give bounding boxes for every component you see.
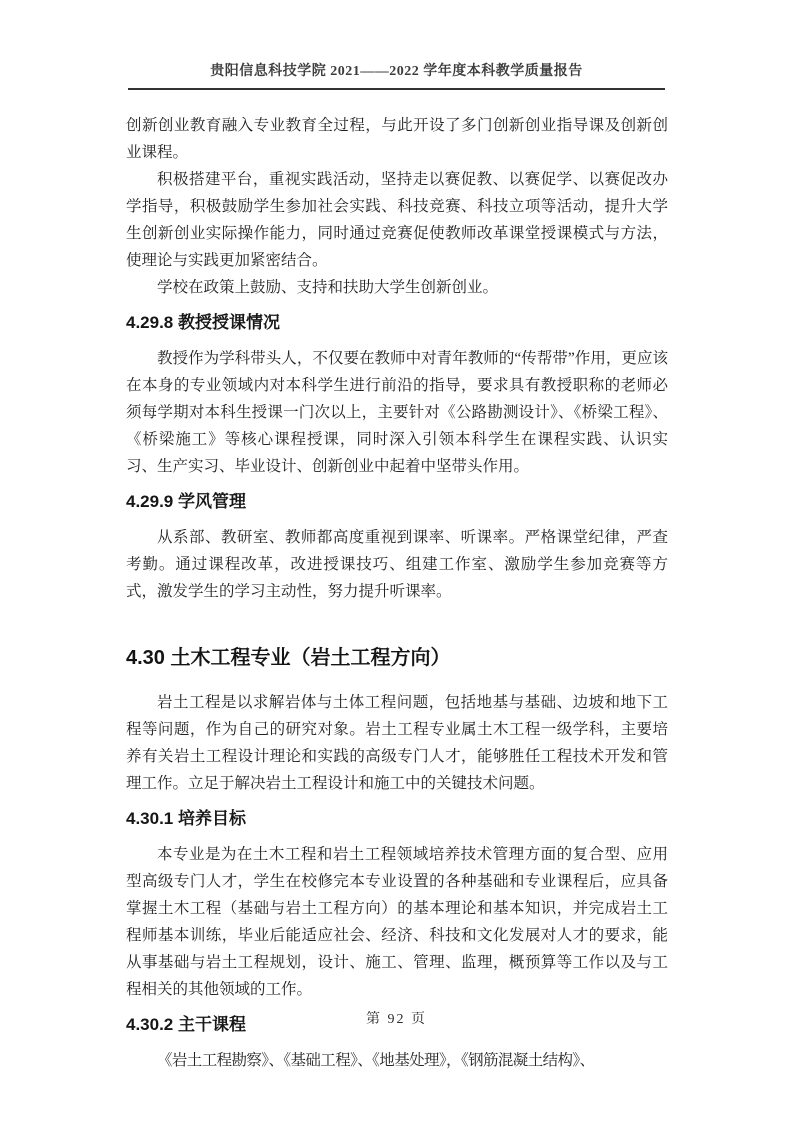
section-heading-4-30: 4.30 土木工程专业（岩土工程方向） [126,647,451,669]
paragraph-course-list: 《岩土工程勘察》、《基础工程》、《地基处理》，《钢筋混凝土结构》、 [157,1052,595,1069]
section-heading-4-30-2: 4.30.2 主干课程 [126,1015,246,1034]
page-number: 第 92 页 [366,1012,427,1027]
running-header-title: 贵阳信息科技学院 2021——2022 学年度本科教学质量报告 [210,64,583,79]
paragraph-continued: 创新创业教育融入专业教育全过程，与此开设了多门创新创业指导课及创新创业课程。 [126,117,668,161]
section-heading-4-30-1: 4.30.1 培养目标 [126,809,246,828]
paragraph: 教授作为学科带头人，不仅要在教师中对青年教师的“传帮带”作用，更应该在本身的专业领域内对本科学生进行前沿的指导，要求具有教授职称的老师必须每学期对本科生授课一门次以上，主要针对《公路勘测设计》、《桥梁工程》、《桥梁施工》等核心课程授课，同时深入引领本科学生在课程实践、认识实习、生产实习、毕业设计、创新创业中起着中坚带头作用。 [126,350,668,475]
paragraph: 积极搭建平台，重视实践活动，坚持走以赛促教、以赛促学、以赛促改办学指导，积极鼓励学生参加社会实践、科技竞赛、科技立项等活动，提升大学生创新创业实际操作能力，同时通过竞赛促使教师改革课堂授课模式与方法，使理论与实践更加紧密结合。 [126,171,668,269]
page-footer [0,1008,793,1028]
section-heading-4-29-9: 4.29.9 学风管理 [126,492,246,511]
document-body [126,112,668,1074]
paragraph: 本专业是为在土木工程和岩土工程领域培养技术管理方面的复合型、应用型高级专门人才，学生在校修完本专业设置的各种基础和专业课程后，应具备掌握土木工程（基础与岩土工程方向）的基本理论和基本知识，并完成岩土工程师基本训练，毕业后能适应社会、经济、科技和文化发展对人才的要求，能从事基础与岩土工程规划，设计、施工、管理、监理，概预算等工作以及与工程相关的其他领域的工作。 [126,846,668,998]
paragraph: 从系部、教研室、教师都高度重视到课率、听课率。严格课堂纪律，严查考勤。通过课程改革，改进授课技巧、组建工作室、激励学生参加竞赛等方式，激发学生的学习主动性，努力提升听课率。 [126,529,668,600]
paragraph: 学校在政策上鼓励、支持和扶助大学生创新创业。 [157,279,499,296]
paragraph: 岩土工程是以求解岩体与土体工程问题，包括地基与基础、边坡和地下工程等问题，作为自己的研究对象。岩土工程专业属土木工程一级学科，主要培养有关岩土工程设计理论和实践的高级专门人才，能够胜任工程技术开发和管理工作。立足于解决岩土工程设计和施工中的关键技术问题。 [126,694,668,792]
section-heading-4-29-8: 4.29.8 教授授课情况 [126,313,280,332]
running-header [128,60,665,90]
